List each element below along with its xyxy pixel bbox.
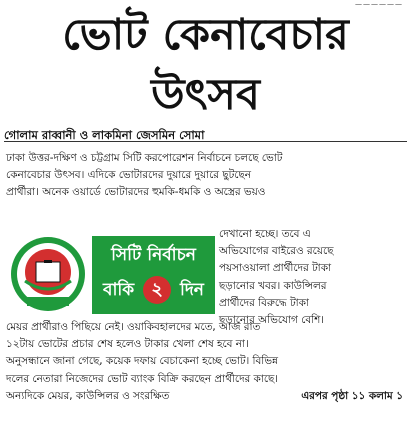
byline-rule <box>4 141 407 142</box>
banner-title: সিটি নির্বাচন <box>111 245 196 265</box>
headline-line-2: উৎসব <box>151 70 260 120</box>
text-line: পয়সাওয়ালা প্রার্থীদের টাকা <box>219 262 331 275</box>
days-badge: ২ <box>143 276 171 304</box>
text-line: মেয়র প্রার্থীরাও পিছিয়ে নেই। ওয়াকিবহালদের মতে, আজ রাত <box>6 321 261 333</box>
text-line: ছড়ানোর অভিযোগ বেশি। <box>219 314 324 327</box>
last-line-text: অন্যদিকে মেয়র, কাউন্সিলর ও সংরক্ষিত <box>6 389 170 402</box>
text-line: অনুসন্ধানে জানা গেছে, কয়েক দফায় বেচাকেনা হচ্ছে ভোট। বিভিন্ন <box>6 355 278 368</box>
text-line: দেখানো হচ্ছে। তবে এ <box>219 228 311 240</box>
paragraph-right <box>219 226 403 329</box>
text-line: ঢাকা উত্তর-দক্ষিণ ও চট্টগ্রাম সিটি করপোরেশন নির্বাচনে চলছে ভোট <box>6 152 283 164</box>
paragraph-bottom <box>6 319 403 405</box>
text-line: প্রার্থীদের বিরুদ্ধে টাকা <box>219 296 309 309</box>
text-line: ছড়ানোর খবর। কাউন্সিলর <box>219 279 327 292</box>
text-line: প্রার্থীরা। অনেক ওয়ার্ডে ভোটারদের হুমকি-ধমকি ও অস্ত্রের ভয়ও <box>6 186 266 199</box>
byline: গোলাম রাব্বানী ও লাকমিনা জেসমিন সোমা <box>4 128 205 142</box>
banner-days-label: দিন <box>180 280 204 300</box>
text-line: ১২টায় ভোটের প্রচার শেষ হলেও টাকার খেলা শেষ হবে না। <box>6 338 249 351</box>
page-top-marks: —————— <box>355 0 403 8</box>
text-line: দলের নেতারা নিজেদের ভোট ব্যাংক বিক্রি করছেন প্রার্থীদের কাছে। <box>6 372 279 385</box>
banner-remaining-label: বাকি <box>103 280 135 300</box>
election-countdown-banner <box>92 236 215 314</box>
text-line: অভিযোগের বাইরেও রয়েছে <box>219 245 334 258</box>
headline-line-1: ভোট কেনাবেচার <box>62 10 349 60</box>
text-line: কেনাবেচার উৎসব। এদিকে ভোটারদের দুয়ারে দুয়ারে ছুটছেন <box>6 169 251 182</box>
continuation-note: এরপর পৃষ্ঠা ১১ কলাম ১ <box>301 389 403 402</box>
text-line-last <box>6 388 403 405</box>
election-commission-logo <box>9 235 87 313</box>
banner-countdown <box>92 276 215 305</box>
paragraph-top <box>6 150 403 202</box>
